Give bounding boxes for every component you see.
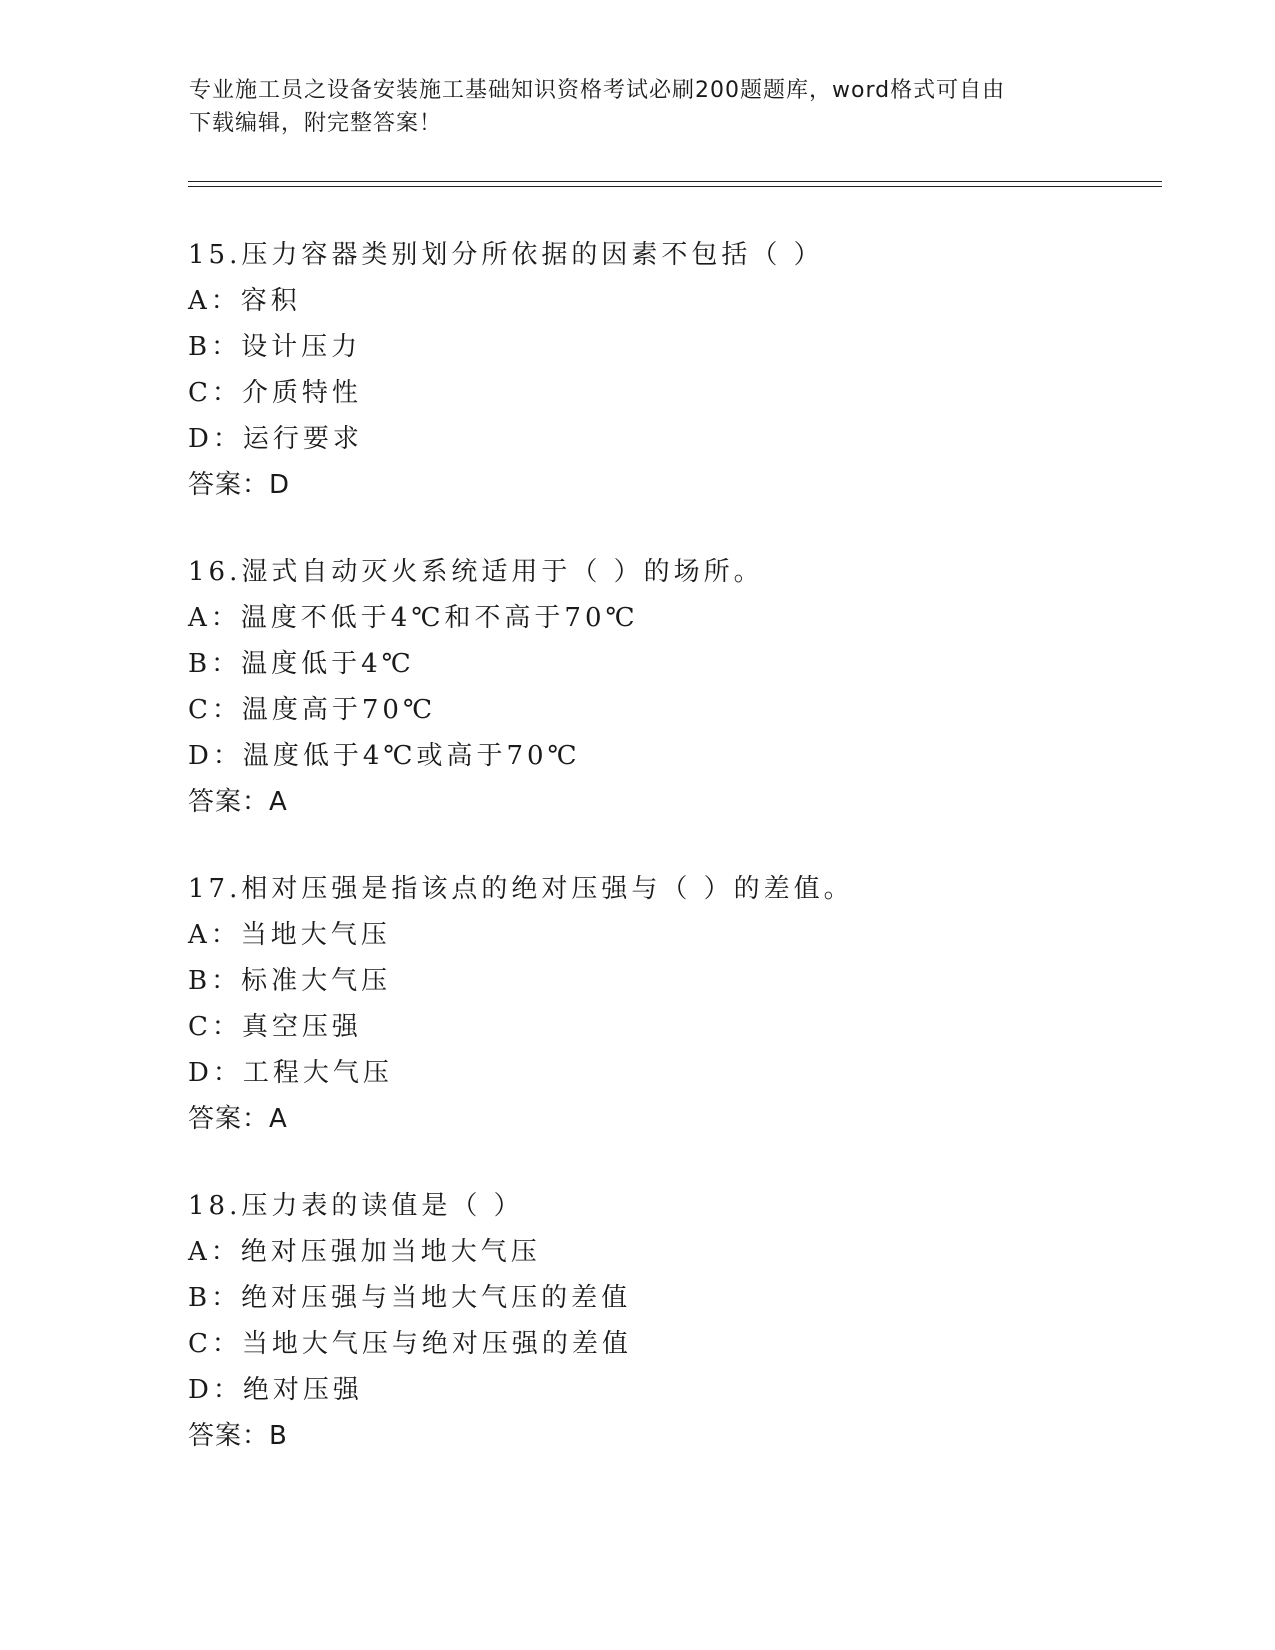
answer: 答案：A [188, 1104, 288, 1134]
answer: 答案：D [188, 470, 291, 500]
header-line-2: 下载编辑，附完整答案！ [189, 111, 443, 136]
option-c: C：介质特性 [188, 378, 362, 408]
answer: 答案：B [188, 1421, 288, 1451]
question-stem: 15.压力容器类别划分所依据的因素不包括（ ） [188, 240, 824, 270]
option-b: B：温度低于4℃ [188, 649, 415, 679]
answer: 答案：A [188, 787, 288, 817]
option-b: B：设计压力 [188, 332, 362, 362]
question-stem: 16.湿式自动灭火系统适用于（ ）的场所。 [188, 557, 764, 587]
question-16 [188, 549, 764, 825]
header-divider-top [188, 181, 1162, 182]
option-d: D：工程大气压 [188, 1058, 393, 1088]
question-stem: 17.相对压强是指该点的绝对压强与（ ）的差值。 [188, 874, 854, 904]
question-18 [188, 1183, 632, 1459]
option-d: D：温度低于4℃或高于70℃ [188, 741, 581, 771]
option-a: A：容积 [188, 286, 301, 316]
header-divider-bottom [188, 186, 1162, 187]
question-17 [188, 866, 854, 1142]
question-stem: 18.压力表的读值是（ ） [188, 1191, 524, 1221]
option-c: C：温度高于70℃ [188, 695, 437, 725]
option-c: C：当地大气压与绝对压强的差值 [188, 1329, 632, 1359]
option-d: D：绝对压强 [188, 1375, 363, 1405]
option-d: D：运行要求 [188, 424, 363, 454]
header-line-1: 专业施工员之设备安装施工基础知识资格考试必刷200题题库，word格式可自由 [189, 78, 1006, 103]
option-b: B：标准大气压 [188, 966, 392, 996]
option-a: A：当地大气压 [188, 920, 391, 950]
option-b: B：绝对压强与当地大气压的差值 [188, 1283, 632, 1313]
option-a: A：温度不低于4℃和不高于70℃ [188, 603, 639, 633]
option-c: C：真空压强 [188, 1012, 362, 1042]
question-15 [188, 232, 824, 508]
option-a: A：绝对压强加当地大气压 [188, 1237, 541, 1267]
document-header [189, 74, 1069, 140]
